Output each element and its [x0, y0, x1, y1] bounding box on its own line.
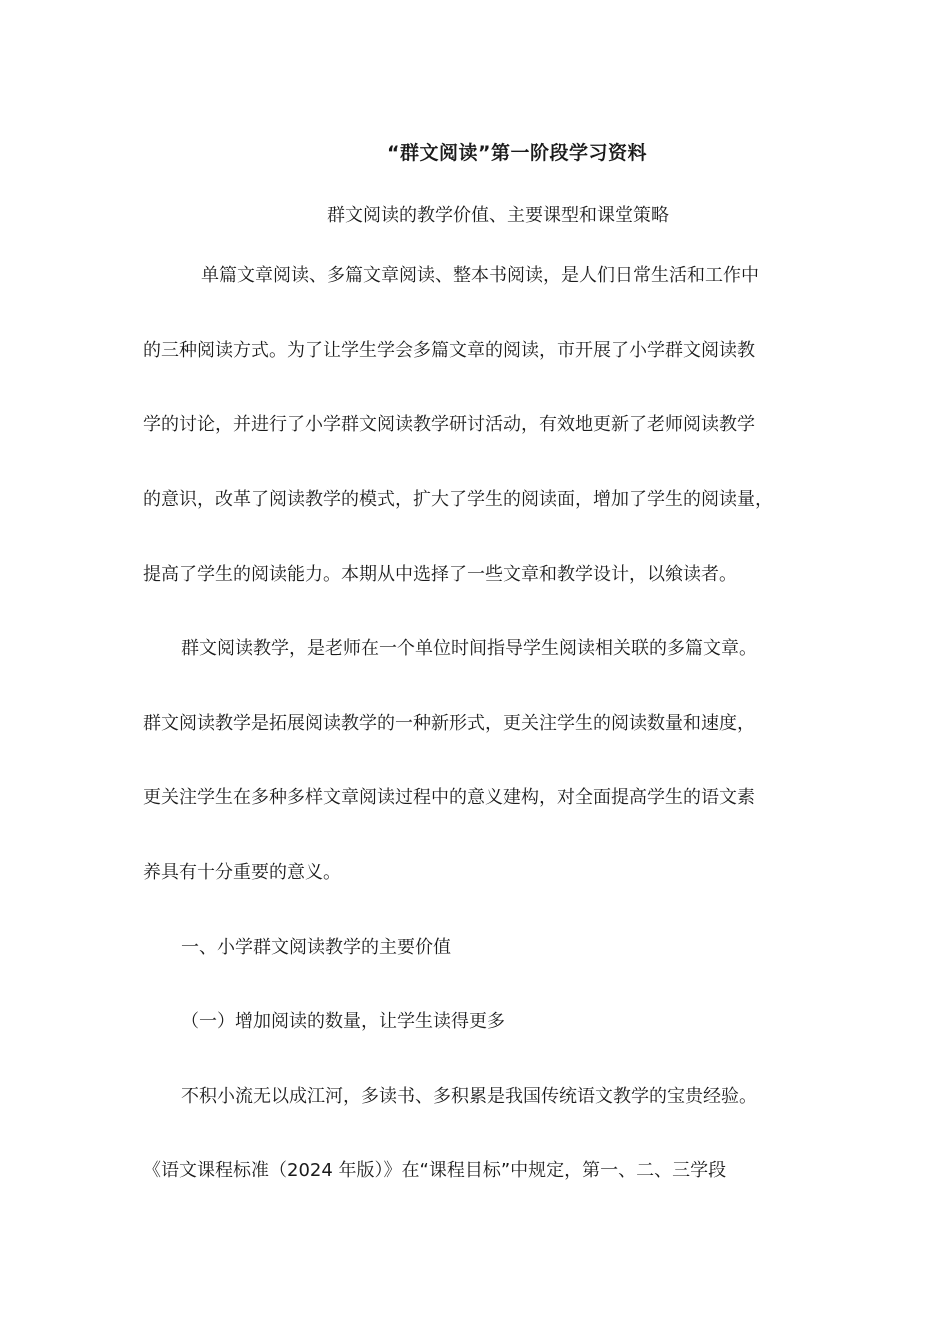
subsection-heading: （一）增加阅读的数量，让学生读得更多	[181, 1011, 505, 1032]
text-line: 学的讨论，并进行了小学群文阅读教学研讨活动，有效地更新了老师阅读教学	[143, 414, 755, 435]
text-line: 的三种阅读方式。为了让学生学会多篇文章的阅读，市开展了小学群文阅读教	[143, 340, 755, 361]
text-line: 的意识，改革了阅读教学的模式，扩大了学生的阅读面，增加了学生的阅读量，	[143, 489, 773, 510]
text-line: 群文阅读教学，是老师在一个单位时间指导学生阅读相关联的多篇文章。	[181, 638, 757, 659]
text-line: 更关注学生在多种多样文章阅读过程中的意义建构，对全面提高学生的语文素	[143, 787, 755, 808]
text-line: 不积小流无以成江河，多读书、多积累是我国传统语文教学的宝贵经验。	[181, 1086, 757, 1107]
text-line: 养具有十分重要的意义。	[143, 862, 341, 883]
text-line: 单篇文章阅读、多篇文章阅读、整本书阅读，是人们日常生活和工作中	[201, 265, 759, 286]
text-line: 《语文课程标准（2024 年版）》在“课程目标”中规定，第一、二、三学段	[143, 1160, 727, 1181]
text-line: 提高了学生的阅读能力。本期从中选择了一些文章和教学设计，以飨读者。	[143, 564, 737, 585]
document-title: “群文阅读”第一阶段学习资料	[387, 142, 647, 164]
document-subtitle: 群文阅读的教学价值、主要课型和课堂策略	[327, 205, 669, 226]
text-line: 群文阅读教学是拓展阅读教学的一种新形式，更关注学生的阅读数量和速度，	[143, 713, 755, 734]
section-heading: 一、小学群文阅读教学的主要价值	[181, 937, 451, 958]
